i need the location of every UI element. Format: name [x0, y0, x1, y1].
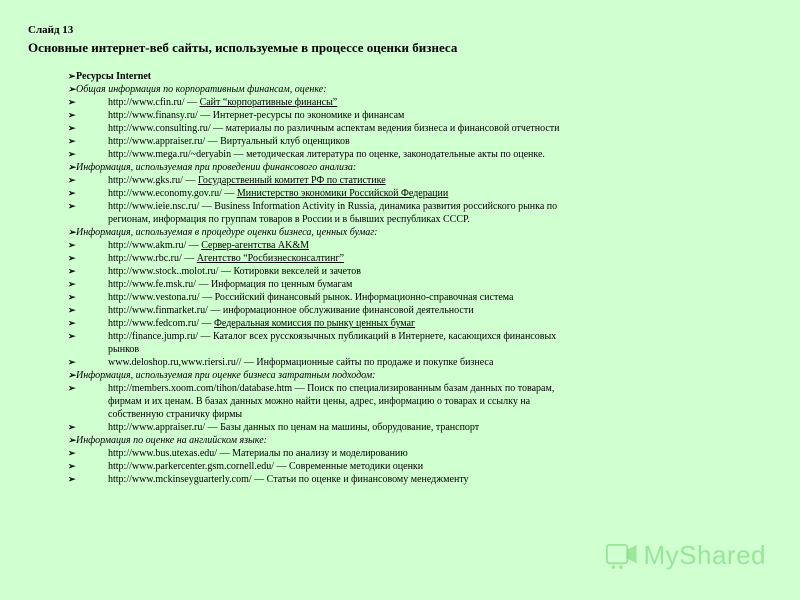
watermark-logo: [606, 530, 766, 580]
bullet-arrow-icon: ➢: [68, 227, 76, 237]
bullet-arrow-icon: ➢: [68, 240, 76, 250]
bullet-arrow-icon: ➢: [68, 175, 76, 185]
section-heading: [68, 161, 588, 174]
resource-link[interactable]: Сервер-агентства AK&M: [201, 240, 310, 251]
list-item: [68, 109, 588, 122]
list-item-text: http://www.bus.utexas.edu/ — Материалы по анализу и моделированию: [108, 448, 408, 459]
bullet-arrow-icon: ➢: [68, 357, 76, 367]
list-item: [68, 447, 588, 460]
list-item-text: http://www.appraiser.ru/ — Виртуальный клуб оценщиков: [108, 136, 350, 147]
bullet-arrow-icon: ➢: [68, 279, 76, 289]
bullet-arrow-icon: ➢: [68, 422, 76, 432]
bullet-arrow-icon: ➢: [68, 474, 76, 484]
list-item: [68, 187, 588, 200]
section-heading-text: Общая информация по корпоративным финансам, оценке:: [76, 84, 327, 95]
list-item-text: http://www.economy.gov.ru/ —: [108, 188, 237, 199]
bullet-arrow-icon: ➢: [68, 435, 76, 445]
list-item-text: http://www.akm.ru/ —: [108, 240, 202, 251]
section-heading-text: Информация по оценке на английском языке:: [76, 435, 268, 446]
bullet-arrow-icon: ➢: [68, 318, 76, 328]
list-item: [68, 356, 588, 369]
bullet-arrow-icon: ➢: [68, 331, 76, 341]
bullet-arrow-icon: ➢: [68, 84, 76, 94]
section-heading: [68, 70, 588, 83]
slide-number: Слайд 13: [28, 24, 74, 36]
list-item: [68, 265, 588, 278]
list-item: [68, 135, 588, 148]
list-item-text: www.deloshop.ru,www.riersi.ru// — Информационные сайты по продаже и покупке бизнеса: [108, 357, 494, 368]
list-item: [68, 421, 588, 434]
list-item: [68, 473, 588, 486]
list-item-text: http://www.gks.ru/ —: [108, 175, 198, 186]
logo-text: MyShared: [643, 539, 766, 570]
bullet-arrow-icon: ➢: [68, 136, 76, 146]
list-item: [68, 304, 588, 317]
bullet-arrow-icon: ➢: [68, 461, 76, 471]
list-item-text: http://members.xoom.com/tihon/database.htm — Поиск по специализированным базам данных по товарам, фирмам и их ценам. В базах данных можно найти цены, адрес, информацию о товарах и ссылку на собственную страничку фирмы: [108, 383, 555, 420]
section-heading: [68, 83, 588, 96]
list-item: [68, 252, 588, 265]
list-item: [68, 239, 588, 252]
list-item-text: http://www.mckinseyguarterly.com/ — Статьи по оценке и финансовому менеджменту: [108, 474, 469, 485]
resource-link[interactable]: Министерство экономики Российской Федерации: [236, 188, 449, 199]
list-item-text: http://www.appraiser.ru/ — Базы данных по ценам на машины, оборудование, транспорт: [108, 422, 480, 433]
list-item-text: http://www.parkercenter.gsm.cornell.edu/ — Современные методики оценки: [108, 461, 424, 472]
list-item-text: http://www.finansy.ru/ — Интернет-ресурсы по экономике и финансам: [108, 110, 405, 121]
bullet-arrow-icon: ➢: [68, 292, 76, 302]
resource-link[interactable]: Сайт “корпоративные финансы”: [199, 97, 338, 108]
slide-title: Основные интернет-веб сайты, используемые в процессе оценки бизнеса: [28, 40, 458, 55]
list-item-text: http://www.consulting.ru/ — материалы по различным аспектам ведения бизнеса и финансовой отчетности: [108, 123, 560, 134]
list-item: [68, 317, 588, 330]
list-item: [68, 148, 588, 161]
list-item: [68, 174, 588, 187]
bullet-arrow-icon: ➢: [68, 266, 76, 276]
section-heading-text: Ресурсы Internet: [76, 71, 152, 82]
bullet-arrow-icon: ➢: [68, 110, 76, 120]
list-item-text: http://www.cfin.ru/ —: [108, 97, 200, 108]
list-item: [68, 291, 588, 304]
section-heading: [68, 369, 588, 382]
list-item: [68, 278, 588, 291]
resource-link[interactable]: Государственный комитет РФ по статистике: [197, 175, 386, 186]
resource-link[interactable]: Агентство “Росбизнесконсалтинг”: [196, 253, 345, 264]
bullet-arrow-icon: ➢: [68, 188, 76, 198]
list-item-text: http://www.rbc.ru/ —: [108, 253, 197, 264]
section-heading-text: Информация, используемая при проведении финансового анализа:: [76, 162, 357, 173]
section-heading: [68, 226, 588, 239]
bullet-arrow-icon: ➢: [68, 97, 76, 107]
section-heading: [68, 434, 588, 447]
bullet-arrow-icon: ➢: [68, 383, 76, 393]
bullet-arrow-icon: ➢: [68, 123, 76, 133]
resource-link[interactable]: Федеральная комиссия по рынку ценных бумаг: [214, 318, 416, 329]
list-item-text: http://www.vestona.ru/ — Российский финансовый рынок. Информационно-справочная система: [108, 292, 514, 303]
list-item: [68, 122, 588, 135]
list-item-text: http://www.ieie.nsc.ru/ — Business Information Activity in Russia, динамика развития российского рынка по регионам, информация по группам товаров в России и в бывших республиках СССР.: [108, 201, 558, 225]
section-heading-text: Информация, используемая при оценке бизнеса затратным подходом:: [76, 370, 376, 381]
list-item-text: http://www.fedcom.ru/ —: [108, 318, 215, 329]
list-item: [68, 382, 588, 421]
bullet-arrow-icon: ➢: [68, 71, 76, 81]
bullet-arrow-icon: ➢: [68, 201, 76, 211]
list-item: [68, 96, 588, 109]
bullet-arrow-icon: ➢: [68, 162, 76, 172]
list-item: [68, 200, 588, 226]
list-item-text: http://www.finmarket.ru/ — информационное обслуживание финансовой деятельности: [108, 305, 474, 316]
bullet-arrow-icon: ➢: [68, 253, 76, 263]
logo-icon: [606, 540, 638, 570]
list-item-text: http://www.stock..molot.ru/ — Котировки векселей и зачетов: [108, 266, 361, 277]
list-item-text: http://finance.jump.ru/ — Каталог всех русскоязычных публикаций в Интернете, касающихся финансовых рынков: [108, 331, 557, 355]
list-item-text: http://www.fe.msk.ru/ — Информация по ценным бумагам: [108, 279, 353, 290]
bullet-arrow-icon: ➢: [68, 305, 76, 315]
list-item: [68, 460, 588, 473]
bullet-arrow-icon: ➢: [68, 370, 76, 380]
list-item: [68, 330, 588, 356]
bullet-arrow-icon: ➢: [68, 448, 76, 458]
section-heading-text: Информация, используемая в процедуре оценки бизнеса, ценных бумаг:: [76, 227, 378, 238]
list-item-text: http://www.mega.ru/~deryabin — методическая литература по оценке, законодательные акты по оценке.: [108, 149, 545, 160]
bullet-arrow-icon: ➢: [68, 149, 76, 159]
resource-list: [68, 70, 588, 486]
